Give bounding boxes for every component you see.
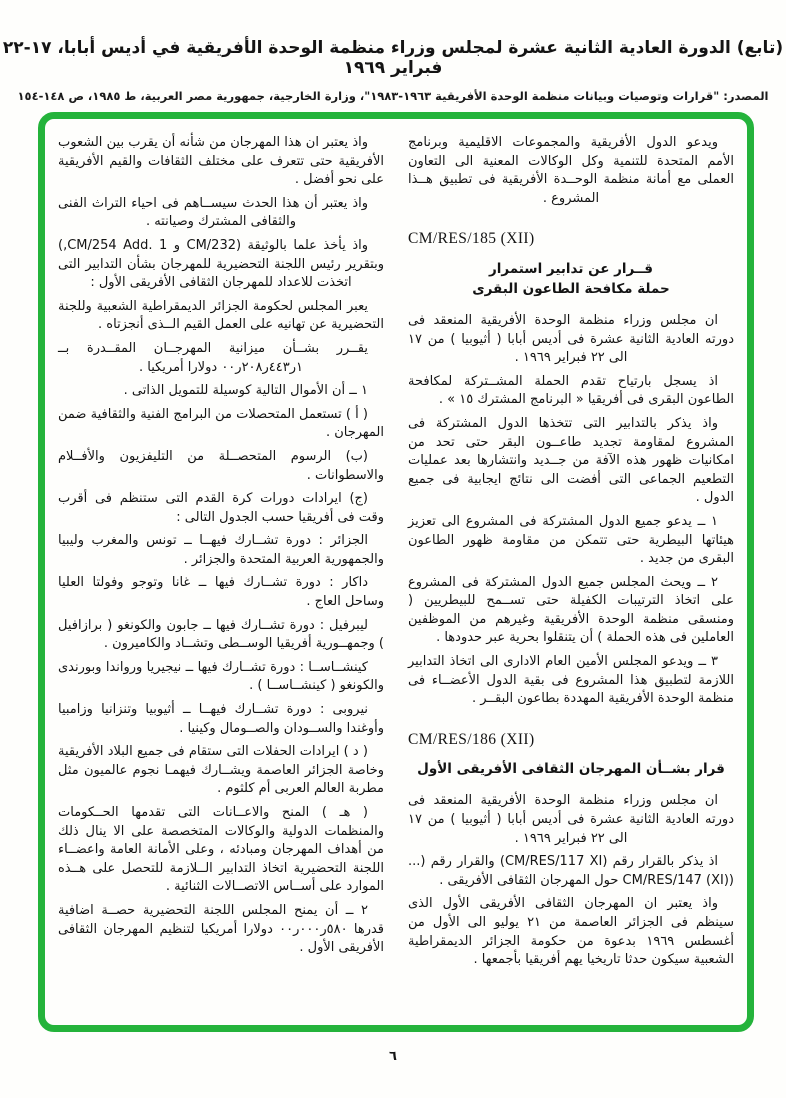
page-title: (تابع) الدورة العادية الثانية عشرة لمجلس وزراء منظمة الوحدة الأفريقية في أديس أبابا، ١٧-٢٢ فبراير ١٩٦٩: [2, 38, 784, 78]
festival-paragraph: (ب) الرسوم المتحصــلة من التليفزيون والأفــلام والاسطوانات .: [58, 448, 384, 483]
festival-budget-paragraph: يقــرر بشــأن ميزانية المهرجــان المقــدرة بــ ١ر٤٤٣ر٢٠٨ر٠٠ دولارا أمريكيا .: [58, 340, 368, 375]
column-right: [408, 134, 734, 1017]
res186-paragraph: اذ يذكر بالقرار رقم (CM/RES/117 XI) والقرار رقم (... (CM/RES/147 (XI) حول المهرجان الثقافى الأفريقى .: [408, 854, 734, 888]
res185-paragraph: ٢ ــ ويحث المجلس جميع الدول المشتركة فى المشروع على اتخاذ الترتيبات الكفيلة حتى تســمح للبيطريين ( ومنسقى منظمة الوحدة الأفريقية وغيرهم من الموظفين العاملين فى هذه الحملة ) أن يتنقلوا بحرية عبر حدودها .: [408, 574, 734, 646]
paragraph-invites-states: ويدعو الدول الأفريقية والمجموعات الاقليمية وبرنامج الأمم المتحدة للتنمية وكل الوكالات المعنية الى التعاون العملى مع أمانة منظمة الوحــدة الأفريقية فى تطبيق هــذا المشروع .: [408, 135, 734, 206]
festival-paragraph: ١ ــ أن الأموال التالية كوسيلة للتمويل الذاتى .: [123, 383, 368, 399]
resolution-185-title: [408, 259, 734, 299]
resolution-185-title-line1: قــرار عن تدابير استمرار: [488, 260, 654, 277]
source-line: المصدر: "قرارات وتوصيات وبيانات منظمة الوحدة الأفريقية ١٩٦٣-١٩٨٣"، وزارة الخارجية، جمهورية مصر العربية، ط ١٩٨٥، ص ١٤٨-١٥٤: [17, 89, 769, 103]
festival-paragraph: واذ يأخذ علما بالوثيقة (CM/232 و CM/254 Add. 1,) وبتقرير رئيس اللجنة التحضيرية للمهرجان بشأن التدابير التى اتخذت للاعداد للمهرجان الثقافى الأفريقى الأول :: [58, 237, 384, 291]
resolution-ref-186: CM/RES/186 (XII): [408, 730, 535, 748]
tournament-dakar: داكار : دورة تشــارك فيها ــ غانا وتوجو وفولتا العليا وساحل العاج .: [58, 575, 384, 610]
tournament-libreville: ليبرفيل : دورة تشــارك فيها ــ جابون والكونغو ( برازافيل ) وجمهــورية أفريقيا الوســطى وتشــاد والكاميرون .: [58, 617, 384, 652]
two-column-layout: [58, 134, 734, 1017]
res185-paragraph: ٣ ــ ويدعو المجلس الأمين العام الادارى الى اتخاذ التدابير اللازمة لتطبيق هذا المشروع فى بقية الدول الأعضــاء فى منظمة الوحدة الأفريقية المهددة بطاعون البقــر .: [408, 654, 734, 707]
resolution-185-title-line2: حملة مكافحة الطاعون البقرى: [472, 280, 670, 297]
page-number: ٦: [389, 1049, 397, 1064]
festival-paragraph: ( أ ) تستعمل المتحصلات من البرامج الفنية والثقافية ضمن المهرجان .: [58, 406, 384, 441]
res185-paragraph: ان مجلس وزراء منظمة الوحدة الأفريقية المنعقد فى دورته العادية الثانية عشرة فى أديس أبابا ( أثيوبيا ) من ١٧ الى ٢٢ فبراير ١٩٦٩ .: [408, 312, 734, 366]
page-header: [0, 38, 786, 103]
festival-paragraph: ( هـ ) المنح والاعــانات التى تقدمها الحــكومات والمنظمات الدولية والوكالات المتخصصة على الا ينال ذلك من أهداف المهرجان ومبادئه ، وعلى الأمانة العامة واعضــاء اللجنة التحضيرية اتخاذ التدابير الــلازمة للتحصل على هــذه الموارد على أســاس الاتصــالات الثنائية .: [58, 805, 384, 895]
column-left: [58, 134, 384, 1017]
res185-paragraph: اذ يسجل بارتياح تقدم الحملة المشــتركة لمكافحة الطاعون البقرى فى أفريقيا « البرنامج المشترك ١٥ » .: [408, 373, 734, 408]
green-frame: [38, 112, 754, 1032]
res185-paragraph: ١ ــ يدعو جميع الدول المشتركة فى المشروع الى تعزيز هيئاتها البيطرية حتى تتمكن من مقاومة ظهور الطاعون البقرى من جديد .: [408, 513, 734, 567]
tournament-nairobi: نيروبى : دورة تشــارك فيهــا ــ أثيوبيا وتنزانيا وزامبيا وأوغندا والســودان والصــومال وكينيا .: [58, 702, 384, 736]
festival-grant-paragraph: ٢ ــ أن يمنح المجلس اللجنة التحضيرية حصــة اضافية قدرها ٥٨٠ر٠٠٠ر٠٠ دولارا أمريكيا لتنظيم المهرجان الثقافى الأفريقى الأول .: [58, 902, 385, 956]
resolution-186-title: قرار بشــأن المهرجان الثقافى الأفريقى الأول: [417, 761, 725, 778]
res186-paragraph: واذ يعتبر ان المهرجان الثقافى الأفريقى الأول الذى سينظم فى الجزائر العاصمة من ٢١ يوليو الى الأول من أغسطس ١٩٦٩ بدعوة من حكومة الجزائر الديمقراطية الشعبية سيكون حدثا تاريخيا يهم أفريقيا بأجمعها .: [408, 896, 734, 968]
festival-paragraph: (ج) ايرادات دورات كرة القدم التى ستنظم فى أقرب وقت فى أفريقيا حسب الجدول التالى :: [58, 491, 384, 525]
festival-paragraph: ( د ) ايرادات الحفلات التى ستقام فى جميع البلاد الأفريقية وخاصة الجزائر العاصمة ويشــارك فيهمـا نجوم عالميون مثل مطربة العالم العربى أم كلثوم .: [58, 744, 384, 797]
tournament-algiers: الجزائر : دورة تشــارك فيهــا ــ تونس والمغرب وليبيا والجمهورية العربية المتحدة والجزائر .: [58, 533, 384, 567]
resolution-ref-185: CM/RES/185 (XII): [408, 230, 535, 248]
festival-paragraph: واذ يعتبر ان هذا المهرجان من شأنه أن يقرب بين الشعوب الأفريقية حتى تتعرف على مختلف الثقافات والقيم الأفريقية على نحو أفضل .: [58, 135, 384, 188]
festival-paragraph: واذ يعتبر أن هذا الحدث سيســاهم فى احياء التراث الفنى والثقافى المشترك وصيانته .: [58, 195, 368, 230]
res185-paragraph: واذ يذكر بالتدابير التى تتخذها الدول المشتركة فى المشروع لمقاومة تجديد طاعــون البقر حتى تحد من امكانيات ظهور هذه الآفة من جــديد وانتشارها بعد عمليات التطعيم الجماعى التى أفضت الى نتائج ايجابية فى جميع الدول .: [408, 415, 734, 506]
res186-paragraph: ان مجلس وزراء منظمة الوحدة الأفريقية المنعقد فى دورته العادية الثانية عشرة فى أديس أبابا ( أثيوبيا ) من ١٧ الى ٢٢ فبراير ١٩٦٩ .: [408, 793, 734, 846]
tournament-kinshasa: كينشــاســا : دورة تشــارك فيها ــ نيجيريا ورواندا وبورندى والكونغو ( كينشــاســا ) .: [58, 659, 384, 694]
festival-paragraph: يعبر المجلس لحكومة الجزائر الديمقراطية الشعبية وللجنة التحضيرية عن تهانيه على العمل القيم الــذى أنجزتاه .: [58, 298, 384, 333]
